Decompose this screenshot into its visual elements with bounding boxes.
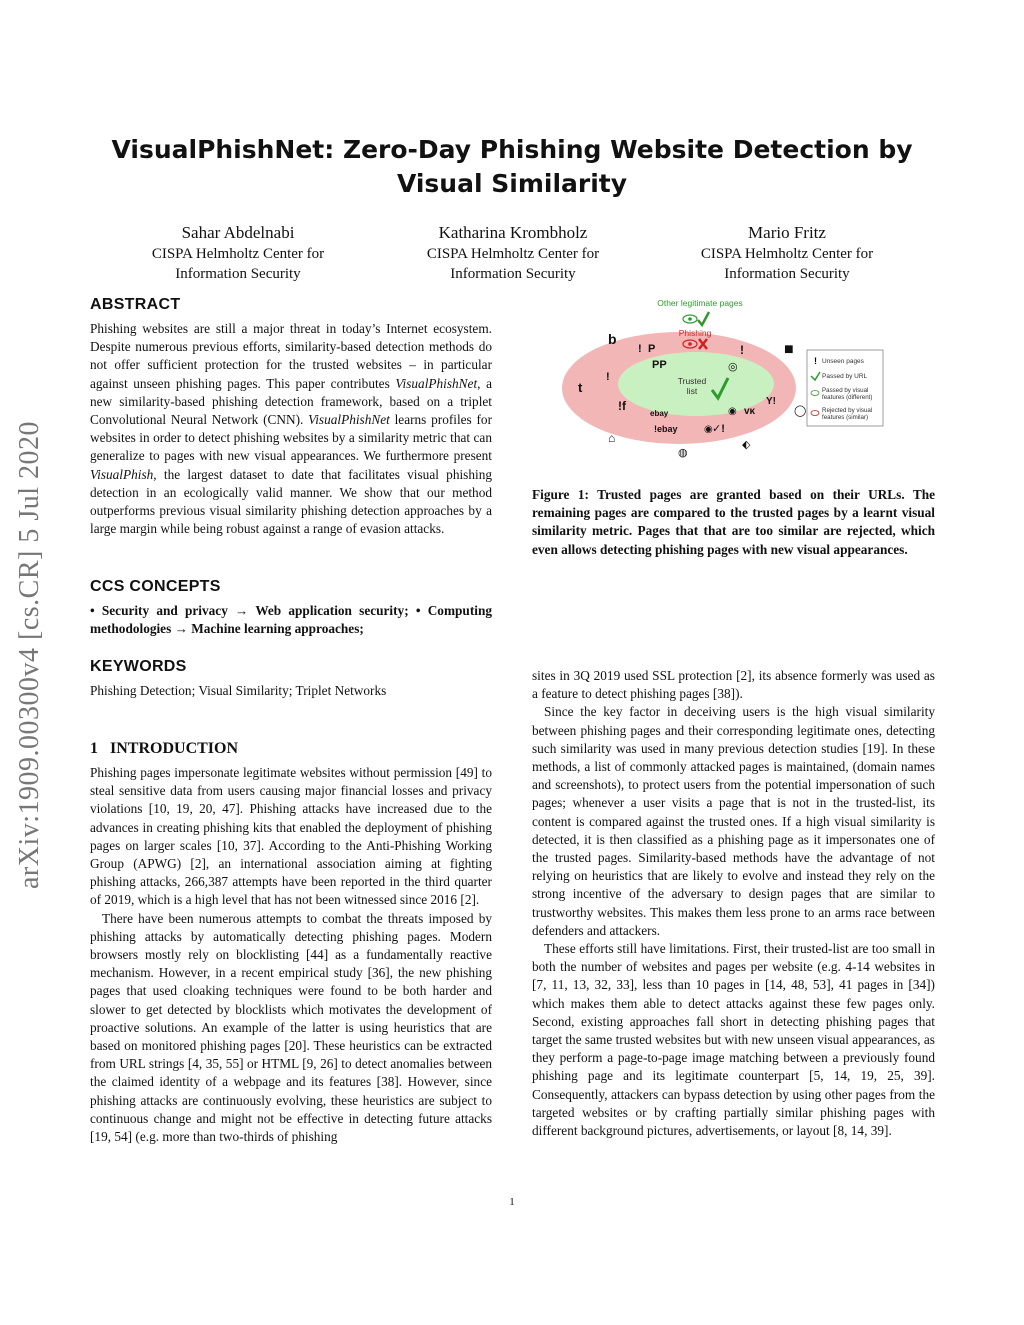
logo-dark-icon: ■ [784,341,794,358]
legend-rejected: features (similar) [822,414,869,421]
legend-unseen-icon: ! [814,356,817,366]
keywords-text: Phishing Detection; Visual Similarity; Triplet Networks [90,683,387,698]
arxiv-id: arXiv:1909.00300v4 [cs.CR] 5 Jul 2020 [14,420,45,890]
logo-paypal-icon: P [648,343,656,355]
logo-yahoo-icon: Y! [766,396,776,407]
legend-rejected: Rejected by visual [822,407,873,414]
logo-apple-icon: ! [606,371,610,383]
author-affiliation: CISPA Helmholtz Center for [700,246,874,262]
logo-opera-icon: ◯ [794,405,807,417]
unseen-mark-icon: ! [740,343,744,357]
logo-facebook-icon: !f [618,399,626,413]
intro-paragraph: Since the key factor in deceiving users is the high visual similarity between phishing pages and their corresponding legitimate ones, detecting such similarity was used in many previous detection studies [19]. In these methods, a list of commonly attacked pages is maintained, (domain names and screenshots), to protect users from the potential impersonation of such pages; whenever a user visits a page that is not in the trusted-list, its content is compared against the trusted ones. If a high visual similarity is detected, it is then classified as a phishing page as it impersonates one of the trusted pages. Similarity-based methods have the advantage of not relying on heuristics that are likely to evolve and instead they rely on the strong incentive of the adversary to design pages that are similar to trustworthy websites. This makes them less prone to an arms race between defenders and attackers. [532,704,935,938]
intro-continued [532,667,935,1140]
label-phishing: Phishing [678,328,712,338]
keywords-section [90,658,492,700]
keywords-heading: KEYWORDS [90,658,187,675]
logo-check-icon: ✓! [712,423,725,435]
ccs-section [90,578,492,638]
author-block-3 [652,222,922,284]
author-affiliation: Information Security [724,266,850,282]
author-block-2 [378,222,648,284]
arxiv-stamp [8,370,52,940]
label-trusted: Trusted [677,376,707,386]
page-number: 1 [509,1196,515,1208]
legend-passed-visual: features (different) [822,394,873,401]
logo-twitter-icon: ◉ [704,424,713,435]
intro-heading: 1 INTRODUCTION [90,740,239,757]
legend-unseen: Unseen pages [822,358,864,365]
paper-title: VisualPhishNet: Zero-Day Phishing Website Detection by Visual Similarity [111,135,913,198]
logo-instagram-icon: ◎ [728,361,738,373]
eye-check-icon [683,312,709,325]
logo-paypal-icon: ! [638,343,642,355]
author-affiliation: CISPA Helmholtz Center for [426,246,600,262]
intro-section [90,740,492,1146]
author-name: Mario Fritz [748,223,826,242]
figure-legend [807,350,883,426]
figure-caption: Figure 1: Trusted pages are granted based on their URLs. The remaining pages are compared to the trusted pages by a learnt visual similarity metric. Pages that that are too similar are rejected, which even allows detecting phishing pages with new visual appearances. [532,487,935,557]
author-name: Sahar Abdelnabi [181,223,295,242]
logo-vk-icon: ᴠᴋ [744,406,756,417]
author-name: Katharina Krombholz [438,223,588,242]
logo-b-icon: b [608,331,617,347]
logo-dropbox-icon: ⬖ [742,439,751,451]
intro-paragraph: sites in 3Q 2019 used SSL protection [2], its absence formerly was used as a feature to detect phishing pages [38]). [532,668,935,702]
figure-diagram [532,292,935,470]
legend-passed-url: Passed by URL [822,373,868,380]
logo-twitter-icon: ◉ [728,406,737,417]
abstract-heading: ABSTRACT [90,296,181,313]
label-other-pages: Other legitimate pages [657,298,743,308]
logo-ebay-icon: !ebay [654,424,678,434]
author-affiliation: Information Security [175,266,301,282]
logo-t-icon: t [578,380,583,395]
ccs-heading: CCS CONCEPTS [90,578,221,595]
logo-ebay-icon: ebay [650,409,669,418]
logo-airbnb-icon: ⌂ [608,431,616,445]
label-trusted-list: list [686,386,698,396]
author-affiliation: CISPA Helmholtz Center for [151,246,325,262]
intro-paragraph: There have been numerous attempts to combat the threats imposed by phishing attacks by automatically detecting phishing pages. Modern browsers mostly rely on blocklisting [44] as a fundamentally reactive mechanism. However, in a recent empirical study [36], the new phishing pages that used cloaking techniques were found to be both harder and slower to get detected by blocklists which motivates the development of proactive solutions. An example of the latter is using heuristics that are based on monitored phishing pages [20]. These heuristics can be extracted from URL strings [4, 35, 55] or HTML [9, 26] to detect anomalies between the claimed identity of a webpage and its features [38]. However, since phishing attacks are continuously evolving, these heuristics are subject to continuous change and might not be effective in detecting future attacks [19, 54] (e.g. more than two-thirds of phishing [90,910,492,1145]
intro-paragraph: Phishing pages impersonate legitimate websites without permission [49] to steal sensitive data from users causing major financial losses and privacy violations [10, 19, 20, 47]. Phishing attacks have increased due to the advances in creating phishing kits that enabled the deployment of phishing pages on larger scales [10, 37]. According to the Anti-Phishing Working Group (APWG) [2], an international association aiming at fighting phishing attacks, 266,387 attempts have been reported in the third quarter of 2019, which is a high level that has not been witnessed since 2016 [2]. [90,765,492,908]
ccs-text: • Security and privacy → Web application security; • Computing methodologies → Machine learning approaches; [90,603,492,637]
figure-1 [532,292,935,470]
logo-github-icon: ◍ [678,447,688,459]
author-block-1 [103,222,373,284]
logo-paypal-icon: PP [652,359,667,371]
author-affiliation: Information Security [450,266,576,282]
abstract-text: Phishing websites are still a major threat in today’s Internet ecosystem. Despite numerous previous efforts, similarity-based detection methods do not offer sufficient protection for the trusted websites – in particular against unseen phishing pages. This paper contributes VisualPhishNet, a new similarity-based phishing detection framework, based on a triplet Convolutional Neural Network (CNN). VisualPhishNet learns profiles for websites in order to detect phishing websites by a similarity metric that can generalize to pages with new visual appearances. We furthermore present VisualPhish, the largest dataset to date that facilitates visual phishing detection in an ecologically valid manner. We show that our method outperforms previous visual similarity phishing detection approaches by a large margin while being robust against a range of evasion attacks. [90,321,492,537]
abstract-section [90,296,492,538]
legend-passed-visual: Passed by visual [822,387,869,394]
intro-paragraph: These efforts still have limitations. First, their trusted-list are too small in both the number of websites and pages per website (e.g. 4-14 websites in [7, 11, 13, 32, 33], less than 10 pages in [14, 48, 53], 41 pages in [34]) which makes them able to detect attacks against these few pages only. Second, existing approaches fall short in detecting phishing pages that target the same trusted websites but with new unseen visual appearances, as they perform a page-to-page image matching between a previously found phishing page and its legitimate counterpart [5, 14, 19, 25, 39]. Consequently, attackers can bypass detection by using other pages from the targeted websites or by crafting partially similar phishing pages with different background pictures, advertisements, or layout [8, 14, 39]. [532,941,935,1139]
